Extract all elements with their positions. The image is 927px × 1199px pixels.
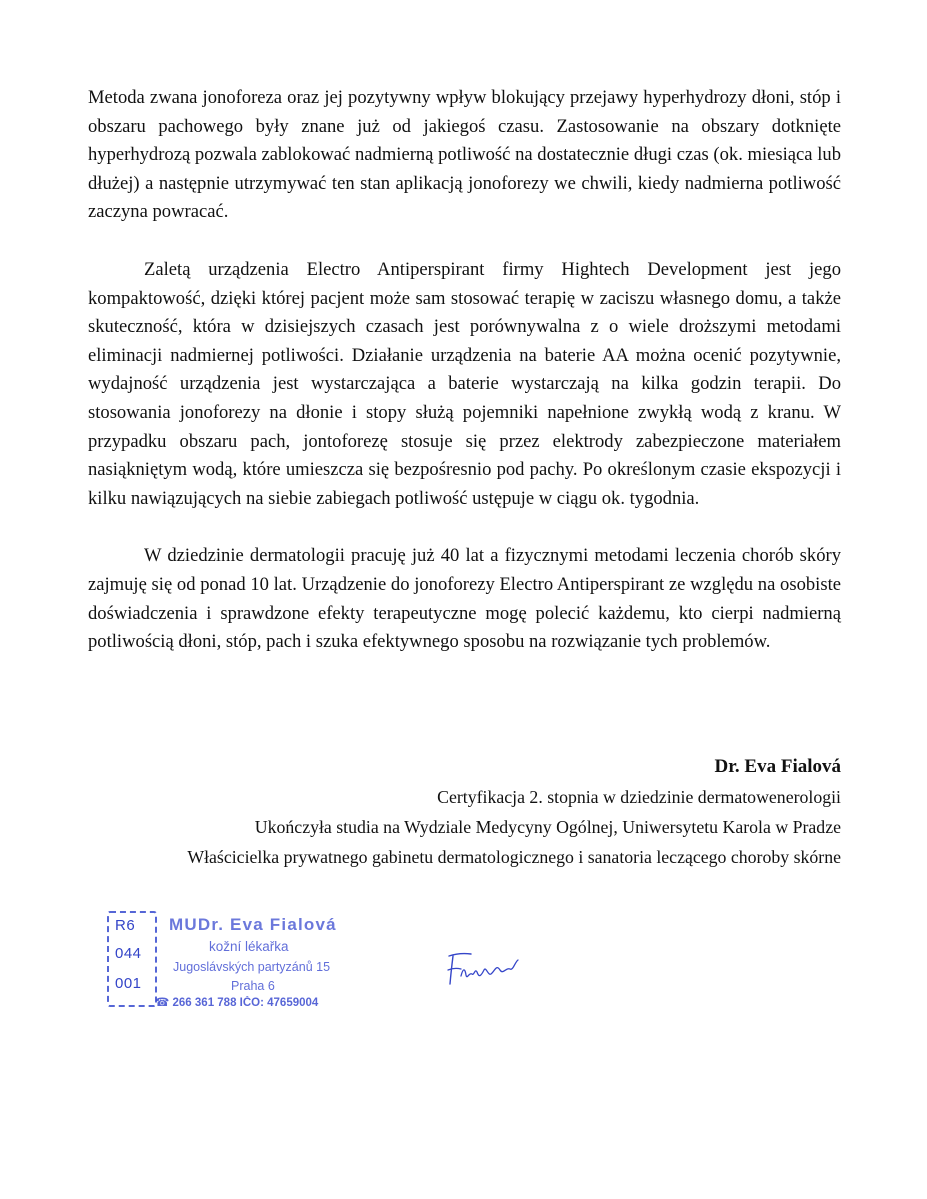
stamp-contact: ☎ 266 361 788 IČO: 47659004 [155,997,319,1009]
doctor-stamp [107,909,367,1015]
signatory-education: Ukończyła studia na Wydziale Medycyny Ogólnej, Uniwersytetu Karola w Pradze [254,817,841,837]
stamp-code-3: 001 [115,975,142,992]
signatory-practice: Właścicielka prywatnego gabinetu dermatologicznego i sanatoria leczącego choroby skórne [187,847,841,867]
stamp-street: Jugoslávských partyzánů 15 [173,960,331,974]
signature-block [187,752,841,872]
stamp-profession: kožní lékařka [209,939,289,954]
stamp-title: MUDr. Eva Fialová [169,915,337,934]
signatory-certification: Certyfikacja 2. stopnia w dziedzinie dermatowenerologii [437,787,841,807]
paragraph-2: Zaletą urządzenia Electro Antiperspirant firmy Hightech Development jest jego kompaktowość, dzięki której pacjent może sam stosować terapię w zaciszu własnego domu, a także skuteczność, która w dzisiejszych czasach jest porównywalna z o wiele droższymi metodami eliminacji nadmiernej potliwości. Działanie urządzenia na baterie AA można ocenić pozytywnie, wydajność urządzenia jest wystarczająca a baterie wystarczają na kilka godzin terapii. Do stosowania jonoforezy na dłonie i stopy służą pojemniki napełnione zwykłą wodą z kranu. W przypadku obszaru pach, jontoforezę stosuje się przez elektrody zabezpieczone materiałem nasiąkniętym wodą, które umieszcza się bezpośresnio pod pachy. Po określonym czasie ekspozycji i kilku nawiązujących na siebie zabiegach potliwość ustępuje w ciągu ok. tygodnia. [88,258,841,509]
signatory-name: Dr. Eva Fialová [714,756,841,777]
stamp-city: Praha 6 [231,979,275,993]
paragraph-3: W dziedzinie dermatologii pracuję już 40 lat a fizycznymi metodami leczenia chorób skóry zajmuję się od ponad 10 lat. Urządzenie do jonoforezy Electro Antiperspirant ze względu na osobiste doświadczenia i sprawdzone efekty terapeutyczne mogę polecić każdemu, kto cierpi nadmierną potliwością dłoni, stóp, pach i szuka efektywnego sposobu na rozwiązanie tych problemów. [88,545,841,653]
paragraph-1: Metoda zwana jonoforeza oraz jej pozytywny wpływ blokujący przejawy hyperhydrozy dłoni, stóp i obszaru pachowego były znane już od jakiegoś czasu. Zastosowanie na obszary dotknięte hyperhydrozą pozwala zablokować nadmierną potliwość na dostatecznie długi czas (ok. miesiąca lub dłużej) a następnie utrzymywać ten stan aplikacją jonoforezy we chwili, kiedy nadmierna potliwość zaczyna powracać. [88,87,841,223]
stamp-code-2: 044 [115,945,142,962]
letter-body [88,84,841,657]
handwritten-signature [443,950,527,990]
stamp-code-1: R6 [115,917,136,934]
